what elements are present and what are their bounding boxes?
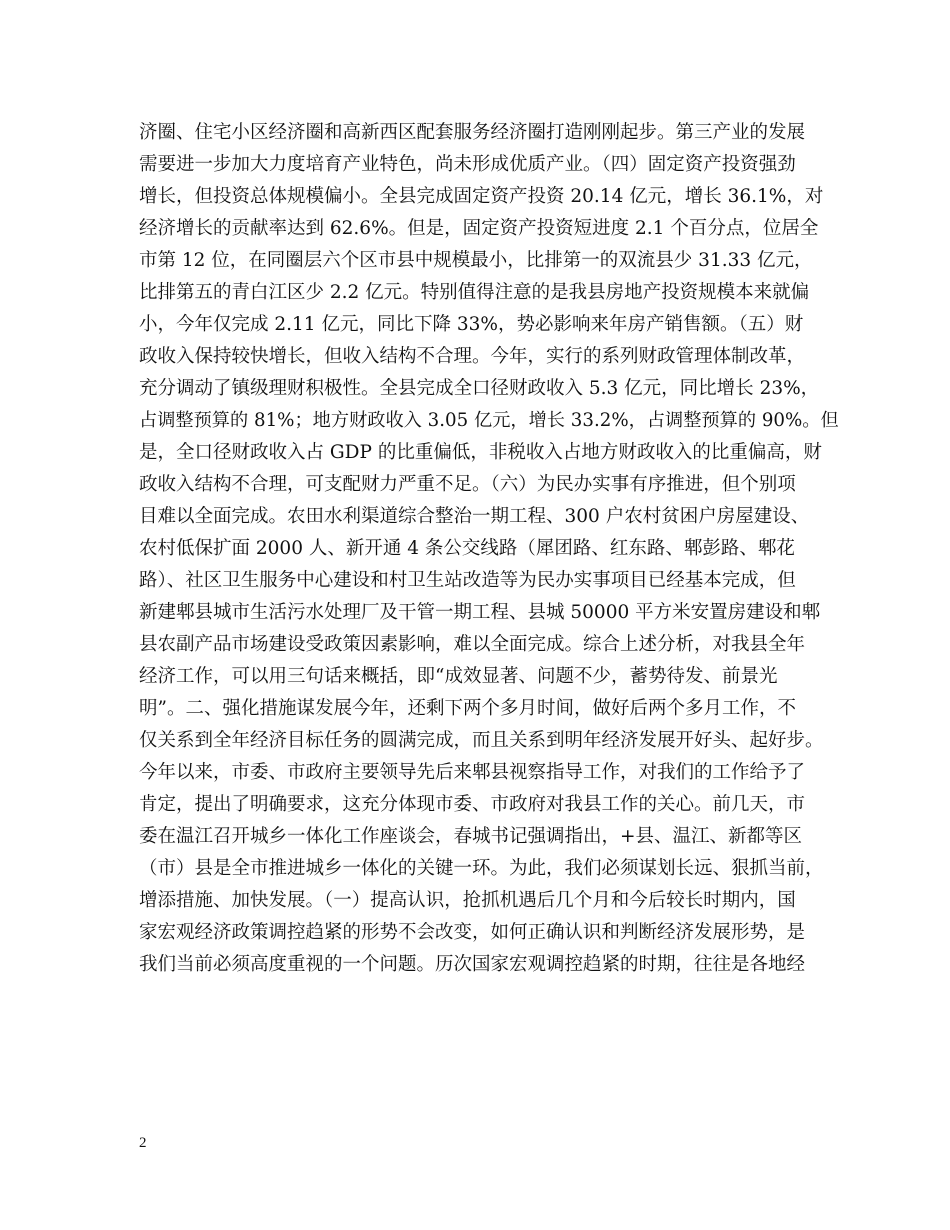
text-line: （市）县是全市推进城乡一体化的关键一环。为此，我们必须谋划长远、狠抓当前， <box>139 858 824 879</box>
text-line: 是，全口径财政收入占 GDP 的比重偏低，非税收入占地方财政收入的比重偏高，财 <box>139 442 822 463</box>
text-line: 增长，但投资总体规模偏小。全县完成固定资产投资 20.14 亿元，增长 36.1%，对 <box>139 186 824 207</box>
text-line: 占调整预算的 81%；地方财政收入 3.05 亿元，增长 33.2%，占调整预算的 90%。但 <box>139 410 839 431</box>
text-line: 增添措施、加快发展。（一）提高认识，抢抓机遇后几个月和今后较长时期内，国 <box>139 890 796 911</box>
text-line: 经济工作，可以用三句话来概括，即“成效显著、问题不少，蓄势待发、前景光 <box>139 666 778 687</box>
text-line: 政收入保持较快增长，但收入结构不合理。今年，实行的系列财政管理体制改革， <box>139 346 806 367</box>
text-line: 充分调动了镇级理财积极性。全县完成全口径财政收入 5.3 亿元，同比增长 23%， <box>139 378 820 399</box>
body-text <box>139 117 839 981</box>
text-line: 农村低保扩面 2000 人、新开通 4 条公交线路（犀团路、红东路、郫彭路、郫花 <box>139 538 795 559</box>
text-line: 小，今年仅完成 2.11 亿元，同比下降 33%，势必影响来年房产销售额。（五）财 <box>139 314 804 335</box>
text-line: 明”。二、强化措施谋发展今年，还剩下两个多月时间，做好后两个多月工作，不 <box>139 698 796 719</box>
text-line: 家宏观经济政策调控趋紧的形势不会改变，如何正确认识和判断经济发展形势，是 <box>139 922 806 943</box>
text-line: 需要进一步加大力度培育产业特色，尚未形成优质产业。（四）固定资产投资强劲 <box>139 154 796 175</box>
text-line: 政收入结构不合理，可支配财力严重不足。（六）为民办实事有序推进，但个别项 <box>139 474 796 495</box>
text-line: 县农副产品市场建设受政策因素影响，难以全面完成。综合上述分析，对我县全年 <box>139 634 806 655</box>
text-line: 目难以全面完成。农田水利渠道综合整治一期工程、300 户农村贫困户房屋建设、 <box>139 506 810 527</box>
text-line: 仅关系到全年经济目标任务的圆满完成，而且关系到明年经济发展开好头、起好步。 <box>139 730 824 751</box>
text-line: 济圈、住宅小区经济圈和高新西区配套服务经济圈打造刚刚起步。第三产业的发展 <box>139 122 806 143</box>
text-line: 比排第五的青白江区少 2.2 亿元。特别值得注意的是我县房地产投资规模本来就偏 <box>139 282 810 303</box>
text-line: 我们当前必须高度重视的一个问题。历次国家宏观调控趋紧的时期，往往是各地经 <box>139 954 806 975</box>
text-line: 路）、社区卫生服务中心建设和村卫生站改造等为民办实事项目已经基本完成，但 <box>139 570 796 591</box>
text-line: 肯定，提出了明确要求，这充分体现市委、市政府对我县工作的关心。前几天，市 <box>139 794 806 815</box>
text-line: 经济增长的贡献率达到 62.6%。但是，固定资产投资短进度 2.1 个百分点，位居全 <box>139 218 819 239</box>
text-line: 今年以来，市委、市政府主要领导先后来郫县视察指导工作，对我们的工作给予了 <box>139 762 806 783</box>
text-line: 新建郫县城市生活污水处理厂及干管一期工程、县城 50000 平方米安置房建设和郫 <box>139 602 821 623</box>
text-line: 市第 12 位，在同圈层六个区市县中规模最小，比排第一的双流县少 31.33 亿元， <box>139 250 813 271</box>
page-number: 2 <box>139 1135 147 1151</box>
text-line: 委在温江召开城乡一体化工作座谈会，春城书记强调指出，+县、温江、新都等区 <box>139 826 803 847</box>
